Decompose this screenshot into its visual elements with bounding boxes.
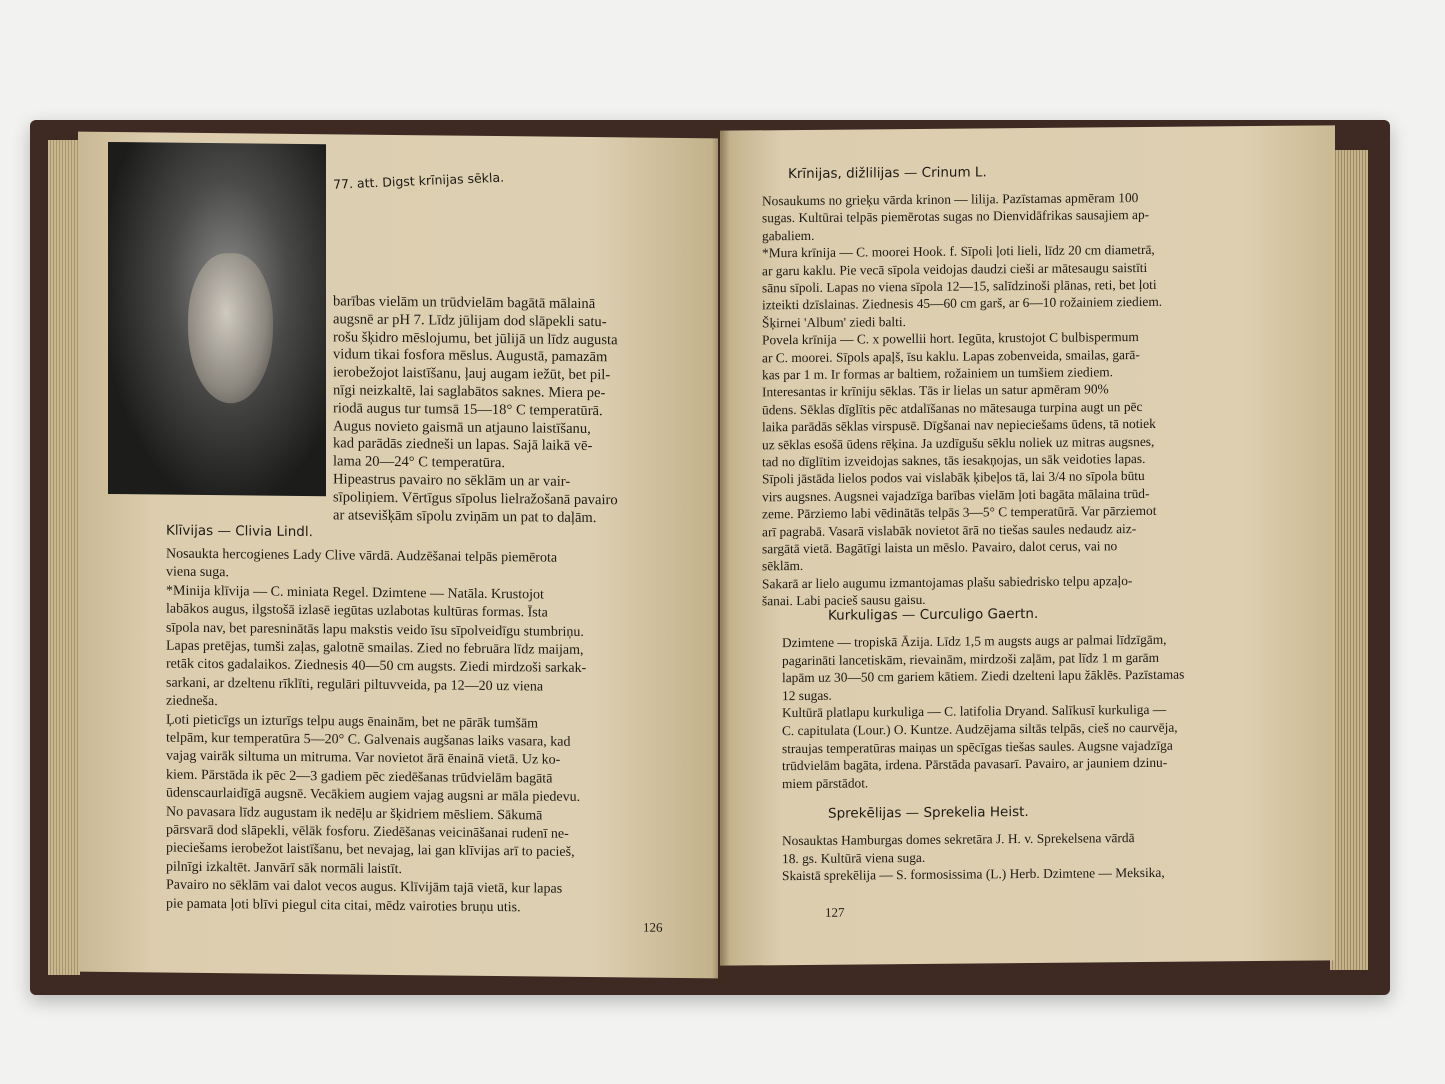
bulb-image xyxy=(188,253,273,404)
text-line: izteikti dzīslainas. Ziednesis 45—60 cm garš, ar 6—10 rožainiem ziediem. xyxy=(762,294,1163,313)
text-line: Šķirnei 'Album' ziedi balti. xyxy=(762,313,906,331)
text-line: nīgi neizkaltē, lai saglabātos saknes. Miera pe- xyxy=(333,382,606,402)
text-line: arī pagrabā. Vasarā vislabāk novietot ārā no tiešas saules nedaudz aiz- xyxy=(762,520,1137,539)
text-line: lama 20—24° C temperatūra. xyxy=(333,453,505,472)
text-line: Hipeastrus pavairo no sēklām un ar vair- xyxy=(333,471,571,490)
text-line: Nosaukta hercogienes Lady Clive vārdā. Audzēšanai telpās piemērota xyxy=(166,546,558,566)
text-line: Ļoti pieticīgs un izturīgs telpu augs ēnainām, bet ne pārāk tumšām xyxy=(166,712,539,732)
text-line: sugas. Kultūrai telpās piemērotas sugas no Dienvidāfrikas sausajiem ap- xyxy=(762,207,1150,226)
section-heading-curculigo: Kurkuligas — Curculigo Gaertn. xyxy=(828,605,1039,624)
text-line: straujas temperatūras maiņas un spēcīgas tiešas saules. Augsne vajadzīga xyxy=(782,737,1173,756)
figure-caption: 77. att. Digst krīnijas sēkla. xyxy=(332,169,505,192)
page-number-left: 126 xyxy=(643,919,663,935)
text-line: retāk citos gadalaikos. Ziednesis 40—50 cm augsts. Ziedi mirdzoši sarkak- xyxy=(166,656,587,677)
text-line: kad parādās ziedneši un lapas. Sajā laikā vē- xyxy=(333,435,593,455)
text-line: sīpola nav, bet paresninātās lapu makstis veido īsu sīpolveidīgu stumbriņu. xyxy=(166,620,584,640)
text-line: ūdens. Sēklas dīglītis pēc atdalīšanas no mātesauga turpina augt un pēc xyxy=(762,398,1143,418)
text-line: Kultūrā platlapu kurkuliga — C. latifolia Dryand. Salīkusī kurkuliga — xyxy=(782,702,1167,721)
text-line: *Minija klīvija — C. miniata Regel. Dzimtene — Natāla. Krustojot xyxy=(166,583,544,603)
text-line: Nosauktas Hamburgas domes sekretāra J. H. v. Sprekelsena vārdā xyxy=(782,830,1135,849)
text-line: No pavasara līdz augustam ik nedēļu ar šķidriem mēsliem. Sākumā xyxy=(166,804,543,824)
text-line: ūdenscaurlaidīgā augsnē. Vecākiem augiem vajag augsni ar māla piedevu. xyxy=(166,785,581,806)
text-line: ar C. moorei. Sīpols apaļš, īsu kaklu. Lapas zobenveida, smailas, garā- xyxy=(762,346,1140,365)
text-line: sānu sīpoli. Lapas no viena sīpola 12—15, salīdzinoši plānas, reti, bet ļoti xyxy=(762,276,1157,296)
text-line: *Mura krīnija — C. moorei Hook. f. Sīpoli ļoti lieli, līdz 20 cm diametrā, xyxy=(762,242,1155,261)
text-line: pārsvarā dod slāpekli, vēlāk fosforu. Ziedēšanas veicināšanai rudenī ne- xyxy=(166,822,569,842)
text-line: miem pārstādot. xyxy=(782,775,869,791)
text-line: virs augsnes. Augsnei vajadzīga barības vielām ļoti bagāta mālaina trūd- xyxy=(762,485,1150,505)
text-line: Nosaukums no grieķu vārda krinon — lilija. Pazīstamas apmēram 100 xyxy=(762,190,1139,209)
text-line: barības vielām un trūdvielām bagātā mālainā xyxy=(333,293,596,313)
page-edges-right xyxy=(1330,150,1368,970)
text-line: Dzimtene — tropiskā Āzija. Līdz 1,5 m augsts augs ar palmai līdzīgām, xyxy=(782,631,1167,651)
text-line: kas par 1 m. Ir formas ar baltiem, rožainiem un tumšiem ziediem. xyxy=(762,364,1114,383)
text-line: labākos augus, ilgstošā izlasē iegūtas uzlabotas kultūras formas. Īsta xyxy=(166,601,548,621)
text-line: Augus novieto gaismā un atjauno laistīšanu, xyxy=(333,417,591,437)
text-line: telpām, kur temperatūra 5—20° C. Galvenais augšanas laiks vasara, kad xyxy=(166,730,571,750)
bulb-photo xyxy=(108,142,326,496)
text-line: Sīpoli jāstāda lielos podos vai vislabāk ķibeļos tā, lai 3/4 no sīpola būtu xyxy=(762,468,1145,487)
text-line: riodā augus tur tumsā 15—18° C temperatūrā. xyxy=(333,400,603,419)
text-line: Interesantas ir krīniju sēklas. Tās ir lielas un satur apmēram 90% xyxy=(762,381,1109,400)
text-line: pie pamata ļoti blīvi piegul cita citai, mēdz vairoties bruņu utis. xyxy=(166,896,521,915)
section-heading-sprekelia: Sprekēlijas — Sprekelia Heist. xyxy=(828,803,1029,822)
text-line: sarkani, ar dzeltenu rīklīti, regulāri piltuvveida, pa 12—20 uz viena xyxy=(166,675,544,695)
text-line: vidum tikai fosfora mēslus. Augustā, pamazām xyxy=(333,346,608,366)
text-line: ar garu kaklu. Pie vecā sīpola veidojas daudzi cieši ar mātesaugu saistīti xyxy=(762,259,1148,278)
section-heading-crinum: Krīnijas, dižlilijas — Crinum L. xyxy=(788,164,987,183)
text-line: 12 sugas. xyxy=(782,687,832,703)
text-line: augsnē ar pH 7. Līdz jūlijam dod slāpekli satu- xyxy=(333,311,607,330)
text-line: sīpoliņiem. Vērtīgus sīpolus lielražošanā pavairo xyxy=(333,489,618,509)
text-line: vajag vairāk siltuma un mitruma. Var novietot ārā ēnainā vietā. Uz ko- xyxy=(166,748,561,769)
right-page xyxy=(720,125,1335,965)
text-line: lapām uz 30—50 cm gariem kātiem. Ziedi dzelteni lapu žāklēs. Pazīstamas xyxy=(782,666,1185,686)
text-line: kiem. Pārstāda ik pēc 2—3 gadiem pēc ziedēšanas trūdvielām bagātā xyxy=(166,767,553,787)
text-line: pieciešams ierobežot laistīšanu, bet nevajag, lai gan klīvijas arī to pacieš, xyxy=(166,840,575,861)
section-heading-clivia: Klīvijas — Clivia Lindl. xyxy=(166,522,313,541)
text-line: Sakarā ar lielo augumu izmantojamas plašu sabiedrisko telpu apzaļo- xyxy=(762,572,1133,592)
left-page xyxy=(78,132,718,979)
text-line: sēklām. xyxy=(762,558,804,574)
text-line: ar atsevišķām sīpolu zviņām un pat to daļām. xyxy=(333,506,597,526)
text-line: zeme. Pārziemo labi vēdinātās telpās 3—5° C temperatūrā. Var pārziemot xyxy=(762,503,1157,522)
text-line: tad no dīglītim izveidojas saknes, tās iesakņojas, un sāk veidoties lapas. xyxy=(762,450,1146,470)
book-gutter xyxy=(712,125,730,985)
text-line: C. capitulata (Lour.) O. Kuntze. Audzējama siltās telpās, cieš no caurvēja, xyxy=(782,719,1178,739)
text-line: viena suga. xyxy=(166,564,229,581)
text-line: Skaistā sprekēlija — S. formosissima (L.) Herb. Dzimtene — Meksika, xyxy=(782,864,1165,884)
text-line: ziedneša. xyxy=(166,693,218,710)
page-edges-left xyxy=(48,140,80,975)
page-number-right: 127 xyxy=(825,904,845,920)
text-line: 18. gs. Kultūrā viena suga. xyxy=(782,849,926,866)
text-line: sargātā vietā. Bagātīgi laista un mēslo. Pavairo, dalot cerus, vai no xyxy=(762,538,1118,557)
text-line: uz sēklas esošā ūdens rēķina. Ja uzdīgušu sēklu noliek uz mitras augsnes, xyxy=(762,433,1155,452)
text-line: laika parādās sēklas virspusē. Dīgšanai nav nepieciešams ūdens, tā notiek xyxy=(762,416,1156,435)
text-line: pagarināti lancetiskām, rievainām, mirdzoši zaļām, pat līdz 1 m garām xyxy=(782,649,1160,668)
text-line: šanai. Labi pacieš sausu gaisu. xyxy=(762,592,926,609)
text-line: Pavairo no sēklām vai dalot vecos augus. Klīvijām tajā vietā, kur lapas xyxy=(166,877,563,897)
text-line: pilnīgi izkaltēt. Janvārī sāk normāli laistīt. xyxy=(166,859,403,877)
text-line: Povela krīnija — C. x powellii hort. Iegūta, krustojot C bulbispermum xyxy=(762,329,1139,348)
text-line: ierobežojot laistīšanu, ļauj augam iežūt, bet pil- xyxy=(333,364,611,384)
text-line: trūdvielām bagāta, irdena. Pārstāda pavasarī. Pavairo, ar jauniem dzinu- xyxy=(782,754,1168,774)
text-line: rošu šķidro mēslojumu, bet jūlijā un līdz augusta xyxy=(333,328,618,348)
text-line: gabaliem. xyxy=(762,227,815,244)
text-line: Lapas pretējas, tumši zaļas, galotnē smailas. Zied no februāra līdz maijam, xyxy=(166,638,584,658)
